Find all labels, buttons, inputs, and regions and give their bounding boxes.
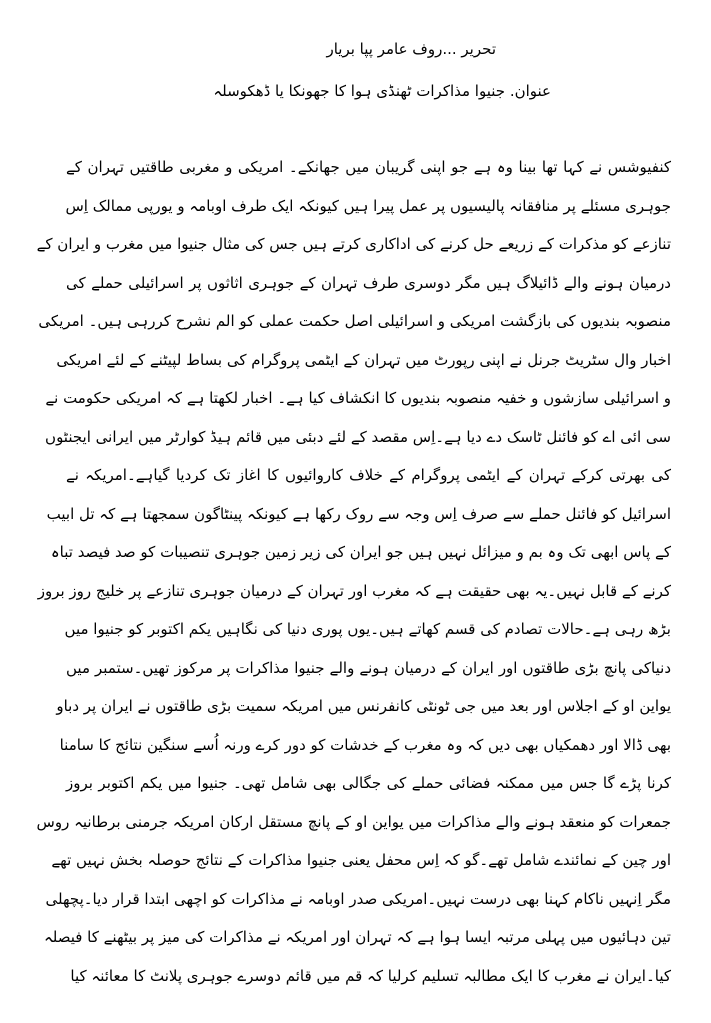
body-line: کرنے کے قابل نہیں۔یہ بھی حقیقت ہے کہ مغرب اور تہران کے درمیان جوہری تنازعے پر خلیج روز بروز (37, 581, 671, 600)
body-line: اخبار وال سٹریٹ جرنل نے اپنی رپورٹ میں تہران کے ایٹمی پروگرام کی بساط لپیٹنے کے لئے امریکی (56, 350, 671, 369)
article-body (36, 148, 671, 995)
body-line: سی ائی اے کو فائنل ٹاسک دے دیا ہے۔اِس مقصد کے لئے دبئی میں قائم ہیڈ کوارٹر میں ایرانی ایجنٹوں (45, 427, 671, 446)
body-line: جمعرات کو منعقد ہونے والے مذاکرات میں یواین او کے پانچ مستقل ارکان امریکہ جرمنی برطانیہ روس (36, 812, 671, 831)
body-line: کی بھرتی کرکے تہران کے ایٹمی پروگرام کے خلاف کاروائیوں کا اغاز تک کردیا گیاہے۔امریکہ نے (66, 466, 671, 484)
body-line: اسرائیل کو فائنل حملے سے صرف اِس وجہ سے روک رکھا ہے کیونکہ پینٹاگون سمجھتا ہے کہ تل ابیب (46, 504, 671, 523)
body-line: اور چین کے نمائندے شامل تھے۔گو کہ اِس محفل یعنی جنیوا مذاکرات کے نتائج حوصلہ بخش نہیں تھے (51, 851, 671, 869)
body-line: دنیاکی پانچ بڑی طاقتوں اور ایران کے درمیان ہونے والے جنیوا مذاکرات پر مرکوز تھیں۔ستمبر میں (66, 658, 671, 677)
body-line: تنازعے کو مذکرات کے زریعے حل کرنے کی اداکاری کرتے ہیں جس کی مثال جنیوا میں مغرب و ایران کے (36, 235, 671, 253)
body-line: درمیان ہونے والے ڈائیلاگ ہیں مگر دوسری طرف تہران کے جوہری اثاثوں پر اسرائیلی حملے کی (66, 273, 671, 292)
body-line: جوہری مسئلے پر منافقانہ پالیسیوں پر عمل پیرا ہیں کیونکہ ایک طرف اوبامہ و یورپی ممالک اِس (65, 196, 671, 215)
body-line: کیا۔ایران نے مغرب کا ایک مطالبہ تسلیم کرلیا کہ قم میں قائم دوسرے جوہری پلانٹ کا معائنہ کیا (70, 966, 671, 985)
body-line: منصوبہ بندیوں کی بازگشت امریکی و اسرائیلی اصل حکمت عملی کو الم نشرح کررہی ہیں۔ امریکی (38, 312, 671, 330)
body-line: تین دہائیوں میں پہلی مرتبہ ایسا ہوا ہے کہ تہران اور امریکہ نے مذاکرات کی میز پر بیٹھنے کا فیصلہ (43, 928, 671, 946)
body-line: کنفیوشس نے کہا تھا بینا وہ ہے جو اپنی گریبان میں جھانکے۔ امریکی و مغربی طاقتیں تہران کے (66, 158, 671, 176)
article-title: عنوان. جنیوا مذاکرات ٹھنڈی ہوا کا جھونکا یا ڈھکوسلہ (213, 82, 551, 100)
body-line: بڑھ رہی ہے۔حالات تصادم کی قسم کھاتے ہیں۔یوں پوری دنیا کی نگاہیں یکم اکتوبر کو جنیوا میں (64, 620, 671, 638)
body-line: کے پاس ابھی تک وہ بم و میزائل نہیں ہیں جو ایران کی زیر زمین جوہری تنصیبات کو صد فیصد تباہ (50, 543, 671, 561)
body-line: مگر اِنہیں ناکام کہنا بھی درست نہیں۔امریکی صدر اوبامہ نے مذاکرات کو اچھی ابتدا قرار دیا۔پچھلی (45, 889, 671, 908)
body-line: و اسرائیلی سازشوں و خفیہ منصوبہ بندیوں کا انکشاف کیا ہے۔ اخبار لکھتا ہے کہ امریکی حکومت نے (45, 389, 671, 407)
body-line: بھی ڈالا اور دھمکیاں بھی دیں کہ وہ مغرب کے خدشات کو دور کرے ورنہ اُسے سنگین نتائج کا سامنا (59, 735, 671, 754)
body-line: یواین او کے اجلاس اور بعد میں جی ٹونٹی کانفرنس میں امریکہ سمیت بڑی طاقتوں نے ایران پر دباو (56, 697, 671, 715)
author-byline: تحریر ...روف عامر پپا بریار (326, 40, 496, 58)
body-line: کرنا پڑے گا جس میں ممکنہ فضائی حملے کی جگالی بھی شامل تھی۔ جنیوا میں یکم اکتوبر بروز (66, 774, 671, 792)
